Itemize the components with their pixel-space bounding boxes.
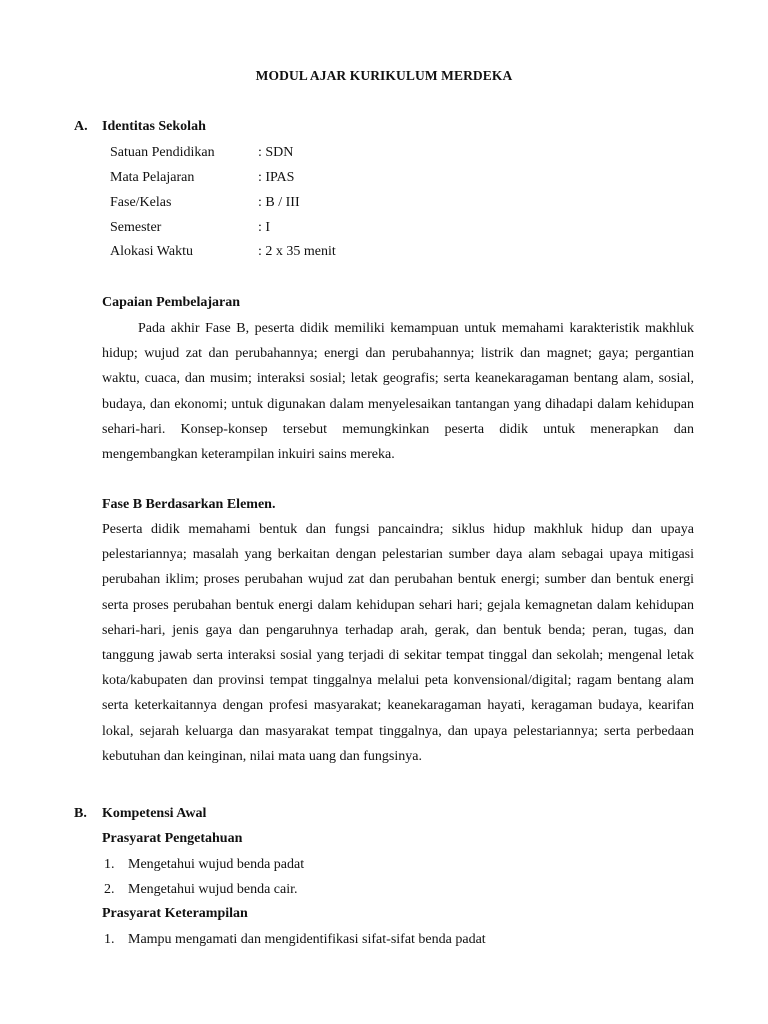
list-item [104,857,304,873]
list-item [104,882,298,898]
list-text: Mengetahui wujud benda padat [128,857,305,872]
identity-value: : I [258,220,271,235]
identity-label: Alokasi Waktu [110,244,193,259]
list-number: 2. [104,882,115,897]
capaian-heading: Capaian Pembelajaran [102,295,241,310]
section-a-letter: A. [74,119,88,134]
section-b-title: Kompetensi Awal [102,806,207,821]
document-title: MODUL AJAR KURIKULUM MERDEKA [255,68,513,83]
section-a-title: Identitas Sekolah [102,119,206,134]
capaian-paragraph: Pada akhir Fase B, peserta didik memiliki kemampuan untuk memahami karakteristik makhluk hidup; wujud zat dan perubahannya; energi dan perubahannya; listrik dan magnet; gaya; pergantian waktu, cuaca, dan musim; interaksi sosial; letak geografis; serta keanekaragaman bentang alam, sosial, budaya, dan ekonomi; untuk digunakan dalam menyelesaikan tantangan yang dihadapi dalam kehidupan sehari-hari. Konsep-konsep tersebut memungkinkan peserta didik untuk menerapkan dan mengembangkan keterampilan inkuiri sains mereka. [102,321,694,463]
list-number: 1. [104,857,115,872]
identity-value: : B / III [258,195,300,210]
identity-label: Fase/Kelas [110,195,172,210]
identity-label: Satuan Pendidikan [110,145,215,160]
identity-label: Semester [110,220,162,235]
pengetahuan-heading: Prasyarat Pengetahuan [102,831,243,846]
identity-row-mapel [110,170,294,186]
list-number: 1. [104,932,115,947]
keterampilan-heading: Prasyarat Keterampilan [102,906,248,921]
list-item [104,932,486,948]
identity-value: : SDN [258,145,294,160]
identity-label: Mata Pelajaran [110,170,195,185]
section-b-letter: B. [74,806,87,821]
section-a-heading [74,119,206,135]
identity-value: : IPAS [258,170,295,185]
list-text: Mampu mengamati dan mengidentifikasi sifat-sifat benda padat [128,932,486,947]
identity-row-satuan [110,145,293,161]
fase-paragraph: Peserta didik memahami bentuk dan fungsi pancaindra; siklus hidup makhluk hidup dan upaya pelestariannya; masalah yang berkaitan dengan pelestarian sumber daya alam sebagai upaya mitigasi perubahan iklim; proses perubahan wujud zat dan perubahan bentuk energi; sumber dan bentuk energi serta proses perubahan bentuk energi dalam kehidupan sehari hari; gejala kemagnetan dalam kehidupan sehari-hari, jenis gaya dan pengaruhnya terhadap arah, gerak, dan bentuk benda; peran, tugas, dan tanggung jawab serta interaksi sosial yang terjadi di sekitar tempat tinggal dan sekolah; mengenal letak kota/kabupaten dan provinsi tempat tinggalnya melalui peta konvensional/digital; ragam bentang alam serta keterkaitannya dengan profesi masyarakat; keanekaragaman hayati, keragaman budaya, kearifan lokal, sejarah keluarga dan masyarakat tempat tinggalnya, dan upaya pelestariannya; serta perbedaan kebutuhan dan keinginan, nilai mata uang dan fungsinya. [102,522,694,764]
identity-row-alokasi [110,244,336,260]
identity-row-semester [110,220,270,236]
identity-row-fase [110,195,300,211]
list-text: Mengetahui wujud benda cair. [128,882,298,897]
fase-heading: Fase B Berdasarkan Elemen. [102,497,276,512]
section-b-heading [74,806,206,822]
identity-value: : 2 x 35 menit [258,244,336,259]
